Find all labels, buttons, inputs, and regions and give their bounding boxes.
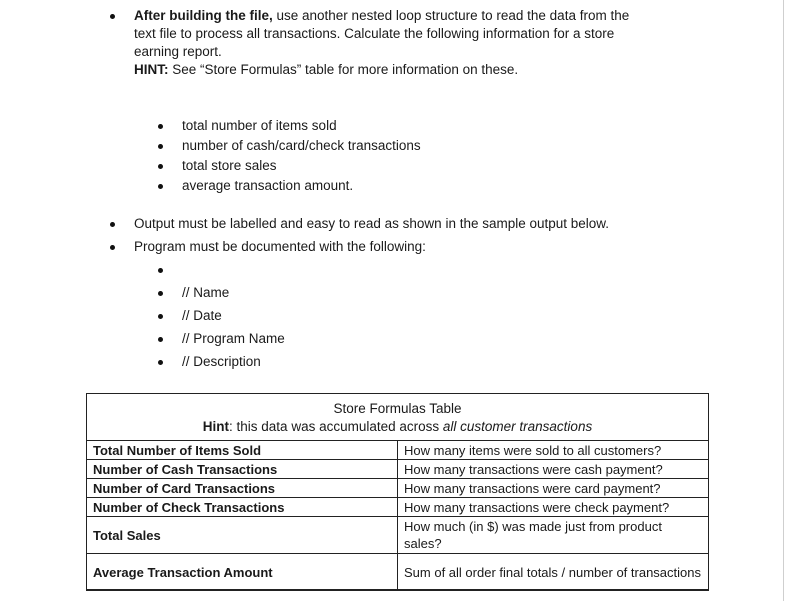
table-hint-text: : this data was accumulated across (229, 419, 443, 434)
table-title: Store Formulas Table (333, 401, 462, 416)
bullet-dot (158, 184, 163, 189)
table-row (87, 460, 709, 479)
row-label: Average Transaction Amount (87, 554, 398, 591)
intro-bold-lead: After building the file, (134, 8, 273, 23)
bullet-dot (158, 144, 163, 149)
intro-line-1 (134, 7, 629, 25)
table-row (87, 441, 709, 460)
bullet-dot (110, 245, 115, 250)
table-hint-italic: all customer transactions (442, 419, 593, 434)
calc-item-label: total number of items sold (182, 118, 337, 133)
requirement-label: Program must be documented with the following: (134, 239, 426, 254)
row-label: Total Sales (87, 517, 398, 554)
table-hint-label: Hint (202, 419, 230, 434)
row-label: Number of Check Transactions (87, 498, 398, 517)
bullet-dot (158, 291, 163, 296)
bullet-dot (158, 360, 163, 365)
doc-item-label: // Name (182, 285, 230, 300)
doc-item-label: // Description (182, 354, 261, 369)
intro-hint (134, 61, 518, 79)
intro-hint-label: HINT: (134, 62, 169, 77)
calc-item-label: number of cash/card/check transactions (182, 138, 421, 153)
bullet-dot (110, 14, 115, 19)
row-label: Number of Cash Transactions (87, 460, 398, 479)
intro-hint-text: See “Store Formulas” table for more information on these. (168, 62, 519, 77)
row-description: How much (in $) was made just from product sales? (398, 517, 709, 554)
bullet-dot (110, 222, 115, 227)
bullet-dot (158, 314, 163, 319)
doc-item-label: // Program Name (182, 331, 285, 346)
doc-item-label: // Date (182, 308, 222, 323)
bullet-dot (158, 337, 163, 342)
table-hint (87, 418, 708, 435)
calc-item-label: total store sales (182, 158, 277, 173)
requirement-label: Output must be labelled and easy to read as shown in the sample output below. (134, 216, 610, 231)
intro-line-3: earning report. (134, 44, 222, 59)
formulas-grid (86, 440, 709, 591)
bullet-dot (158, 268, 163, 273)
bullet-dot (158, 124, 163, 129)
intro-line-2: text file to process all transactions. Calculate the following information for a store (134, 26, 615, 41)
row-description: How many transactions were card payment? (398, 479, 709, 498)
row-description: How many items were sold to all customers? (398, 441, 709, 460)
row-label: Number of Card Transactions (87, 479, 398, 498)
calc-item-label: average transaction amount. (182, 178, 354, 193)
table-row (87, 498, 709, 517)
row-description: Sum of all order final totals / number of transactions (398, 554, 709, 591)
page-edge-divider (783, 0, 784, 601)
row-label: Total Number of Items Sold (87, 441, 398, 460)
row-description: How many transactions were check payment? (398, 498, 709, 517)
bullet-dot (158, 164, 163, 169)
table-row (87, 517, 709, 554)
store-formulas-table (86, 393, 709, 590)
intro-line-1-rest: use another nested loop structure to read the data from the (272, 8, 630, 23)
row-description: How many transactions were cash payment? (398, 460, 709, 479)
table-row (87, 479, 709, 498)
table-row (87, 554, 709, 591)
